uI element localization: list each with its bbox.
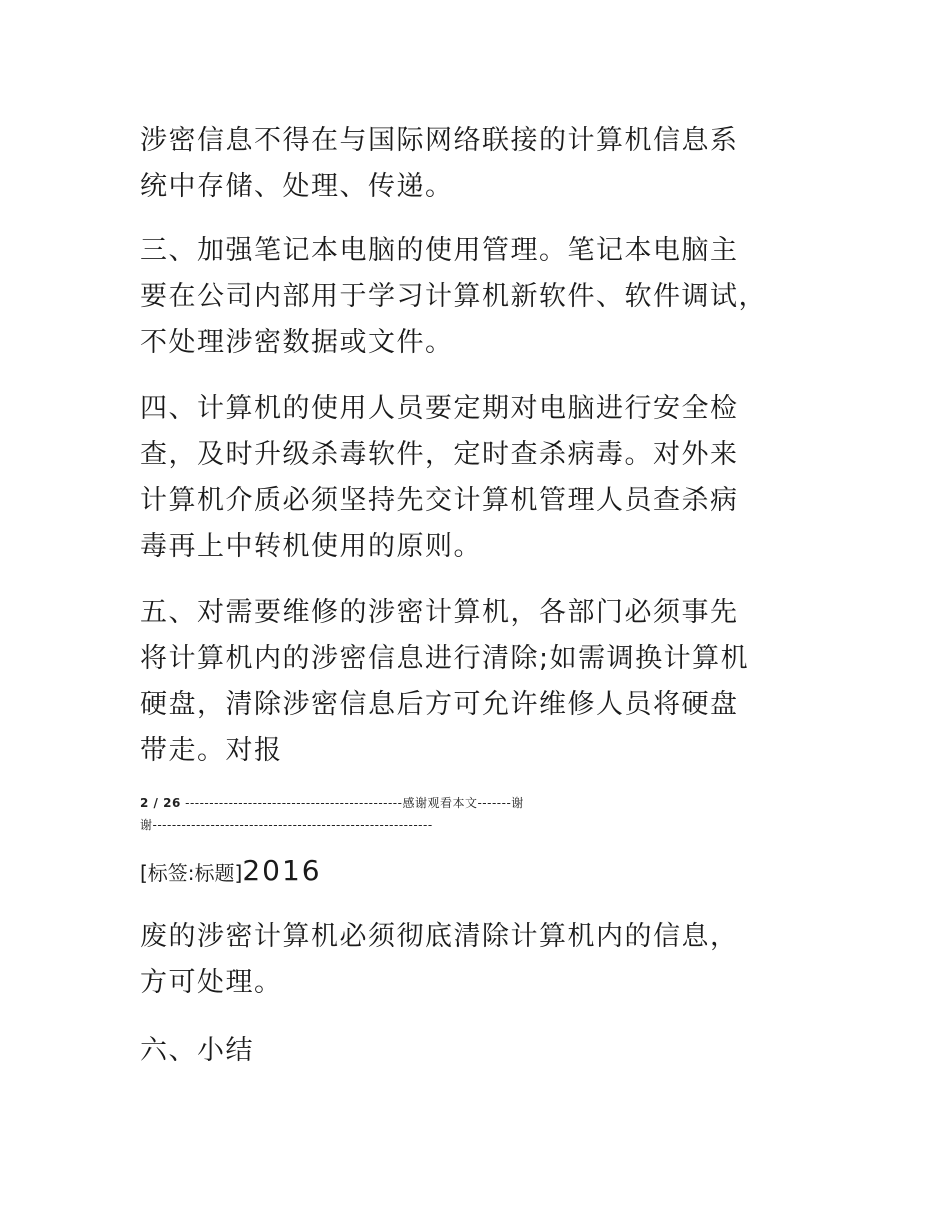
text-line: 硬盘，清除涉密信息后方可允许维修人员将硬盘 xyxy=(140,689,739,720)
tag-title-line xyxy=(140,854,322,887)
text-line: 三、加强笔记本电脑的使用管理。笔记本电脑主 xyxy=(140,235,739,266)
text-line: 五、对需要维修的涉密计算机，各部门必须事先 xyxy=(140,597,739,628)
page-number: 2 / 26 xyxy=(140,796,181,810)
paragraph-network-restriction xyxy=(140,118,830,210)
paragraph-section-3 xyxy=(140,228,830,366)
text-line: 四、计算机的使用人员要定期对电脑进行安全检 xyxy=(140,393,739,424)
text-line: 废的涉密计算机必须彻底清除计算机内的信息， xyxy=(140,921,739,952)
text-line: 将计算机内的涉密信息进行清除;如需调换计算机 xyxy=(140,643,750,674)
footer-line: 谢---------------------------------------------------------- xyxy=(140,818,433,832)
tag-label: [标签:标题] xyxy=(140,861,243,885)
paragraph-section-5 xyxy=(140,590,830,774)
paragraph-scrapped-computers xyxy=(140,914,830,1006)
text-line: 统中存储、处理、传递。 xyxy=(140,171,454,202)
text-line: 带走。对报 xyxy=(140,735,283,766)
page-footer xyxy=(140,792,830,836)
footer-text: ---------------------------------------------感谢观看本文-------谢 xyxy=(180,796,524,810)
footer-line xyxy=(140,792,830,814)
year-label: 2016 xyxy=(242,854,322,887)
text-line: 不处理涉密数据或文件。 xyxy=(140,327,454,358)
text-line: 方可处理。 xyxy=(140,967,283,998)
section-heading: 六、小结 xyxy=(140,1035,254,1066)
text-line: 涉密信息不得在与国际网络联接的计算机信息系 xyxy=(140,125,739,156)
paragraph-section-4 xyxy=(140,386,830,570)
text-line: 查，及时升级杀毒软件，定时查杀病毒。对外来 xyxy=(140,439,739,470)
text-line: 要在公司内部用于学习计算机新软件、软件调试， xyxy=(140,281,767,312)
paragraph-section-6 xyxy=(140,1028,830,1074)
text-line: 毒再上中转机使用的原则。 xyxy=(140,531,482,562)
text-line: 计算机介质必须坚持先交计算机管理人员查杀病 xyxy=(140,485,739,516)
